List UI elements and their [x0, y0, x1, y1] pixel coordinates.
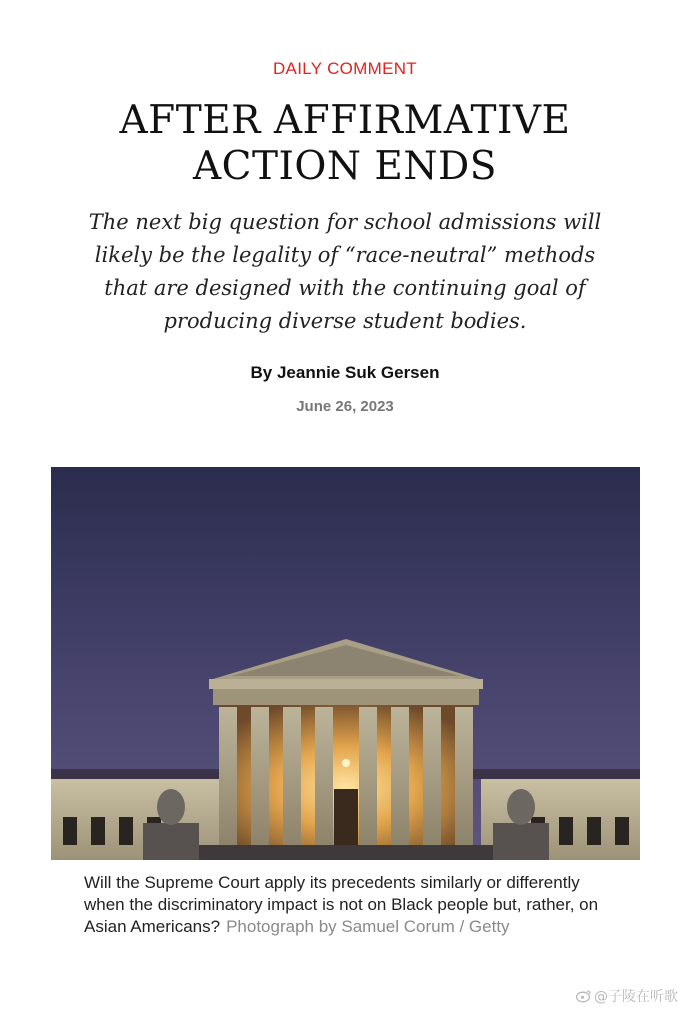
photo-credit: Photograph by Samuel Corum / Getty [226, 917, 510, 936]
supreme-court-photo [51, 467, 640, 860]
watermark-text: @子陵在听歌 [594, 989, 678, 1005]
caption-text: Will the Supreme Court apply its precedents similarly or differently when the discriminatory impact is not on Black people but, rather, on Asian Americans? [84, 873, 599, 936]
article-dek: The next big question for school admissions will likely be the legality of “race-neutral” methods that are designed with the continuing goal of producing diverse student bodies. [88, 210, 602, 333]
headline-line-2: ACTION ENDS [193, 144, 497, 189]
headline-line-1: AFTER AFFIRMATIVE [119, 98, 571, 143]
article-headline [0, 98, 690, 190]
weibo-icon [576, 989, 592, 1003]
weibo-watermark [576, 986, 678, 1006]
article-byline[interactable]: By Jeannie Suk Gersen [250, 363, 440, 382]
publish-date: June 26, 2023 [296, 398, 394, 415]
section-rubric[interactable]: DAILY COMMENT [272, 59, 417, 78]
photo-caption [84, 872, 604, 938]
